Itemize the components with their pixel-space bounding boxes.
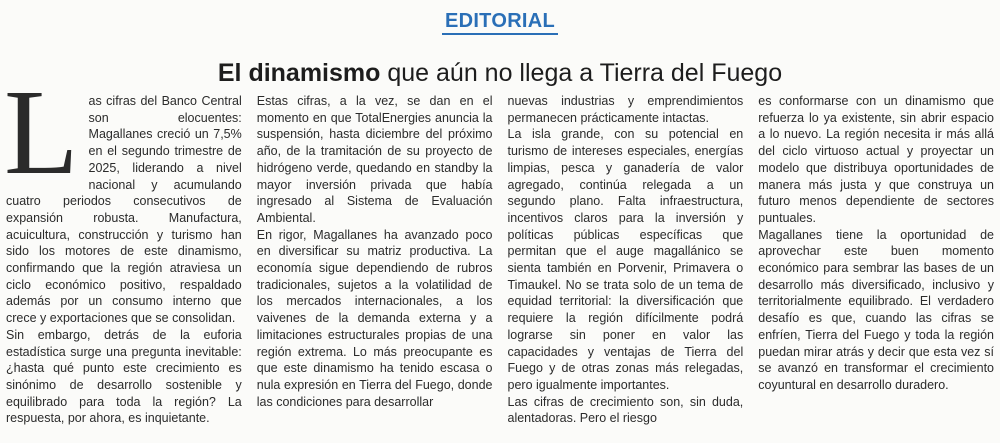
paragraph: Estas cifras, a la vez, se dan en el momento en que TotalEnergies anuncia la suspensión, hasta diciembre del próximo año, de la tramitación de su proyecto de hidrógeno verde, quedando en standby la mayor inversión privada que había ingresado al Sistema de Evaluación Ambiental. bbox=[256, 94, 493, 225]
section-label-text: EDITORIAL bbox=[442, 10, 558, 35]
paragraph: En rigor, Magallanes ha avanzado poco en diversificar su matriz productiva. La economía sigue dependiendo de rubros tradicionales, sujetos a la volatilidad de los mercados internacionales, a los vaivenes de la demanda externa y a limitaciones estructurales propias de una región extrema. Lo más preocupante es que este dinamismo ha tenido escasa o nula expresión en Tierra del Fuego, donde las condiciones para desarrollar bbox=[256, 227, 493, 409]
paragraph: La isla grande, con su potencial en turismo de intereses especiales, energías limpias, pesca y ganadería de valor agregado, continúa relegada a un segundo plano. Falta infraestructura, incentivos claros para la inversión y políticas públicas específicas que permitan que el auge magallánico se sienta también en Porvenir, Primavera o Timaukel. No se trata solo de un tema de equidad territorial: la diversificación que requiere la región difícilmente podrá lograrse sin poner en valor las capacidades y ventajas de Tierra del Fuego y de otras zonas más relegadas, pero igualmente importantes. bbox=[507, 127, 744, 392]
column-3 bbox=[508, 93, 744, 438]
paragraph: Sin embargo, detrás de la euforia estadística surge una pregunta inevitable: ¿hasta qué punto este crecimiento es sinónimo de desarrollo sostenible y equilibrado para toda la región? La respuesta, por ahora, es inquietante. bbox=[6, 327, 242, 426]
section-label bbox=[0, 10, 1000, 33]
paragraph: as cifras del Banco Central son elocuentes: Magallanes creció un 7,5% en el segundo trimestre de 2025, liderando a nivel nacional y acumulando cuatro periodos consecutivos de expansión robusta. Manufactura, acuicultura, construcción y turismo han sido los motores de este dinamismo, confirmando que la región atraviesa un ciclo económico positivo, respaldado además por un consumo interno que crece y exportaciones que se consolidan. bbox=[6, 94, 242, 326]
headline-rest: que aún no llega a Tierra del Fuego bbox=[380, 59, 783, 87]
headline-bold: El dinamismo bbox=[217, 59, 381, 87]
column-2 bbox=[257, 93, 493, 438]
paragraph: nuevas industrias y emprendimientos permanecen prácticamente intactas. bbox=[507, 94, 744, 125]
paragraph: Las cifras de crecimiento son, sin duda, alentadoras. Pero el riesgo bbox=[507, 394, 744, 426]
headline bbox=[0, 58, 1000, 88]
paragraph: es conformarse con un dinamismo que refuerza lo ya existente, sin abrir espacio a lo nuevo. La región necesita ir más allá del ciclo virtuoso actual y proyectar un modelo que distribuya oportunidades de manera más justa y que construya un futuro menos dependiente de sectores puntuales. bbox=[758, 94, 994, 225]
paragraph: Magallanes tiene la oportunidad de aprovechar este buen momento económico para sembrar las bases de un desarrollo más diversificado, inclusivo y territorialmente equilibrado. El verdadero desafío es que, cuando las cifras se enfríen, Tierra del Fuego y toda la región puedan mirar atrás y decir que esta vez sí se avanzó en transformar el crecimiento coyuntural en desarrollo duradero. bbox=[758, 227, 994, 392]
drop-cap: L bbox=[4, 65, 79, 200]
column-4 bbox=[758, 93, 994, 438]
column-1 bbox=[4, 65, 242, 438]
